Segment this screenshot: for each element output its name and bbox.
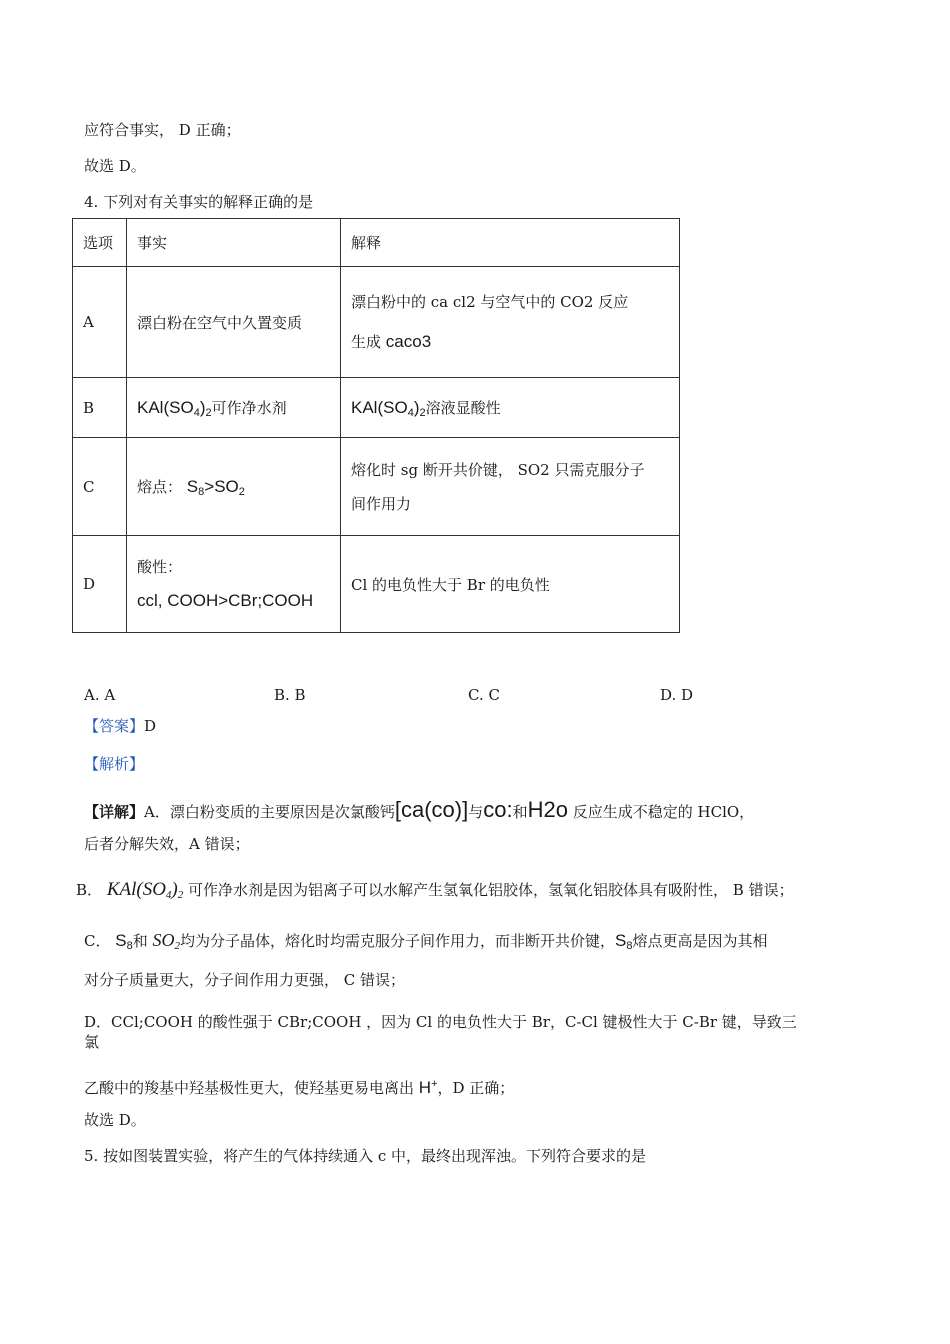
detail-d-line2: 乙酸中的羧基中羟基极性更大，使羟基更易电离出 H+，D 正确； xyxy=(84,1078,515,1097)
row-b-fact xyxy=(127,378,341,438)
answer-line xyxy=(84,716,156,736)
row-d-option: D xyxy=(73,536,127,633)
detail-c-s8: $S_8$ xyxy=(115,931,133,952)
header-explain: 解释 xyxy=(341,219,680,267)
intro-line-1: 应符合事实， D 正确； xyxy=(84,121,241,139)
row-d-explain: Cl 的电负性大于 Br 的电负性 xyxy=(341,536,680,633)
detail-label: 【详解】 xyxy=(84,803,145,821)
detail-d-hplus: H+ xyxy=(418,1078,438,1097)
row-c-explain-line1: 熔化时 sg 断开共价键， SO2 只需克服分子 xyxy=(351,460,645,479)
detail-c-line1: C． $S_8$和 $SO_2$均为分子晶体，熔化时均需克服分子间作用力，而非断开共价键，$S_8$熔点更高是因为其相 xyxy=(84,930,768,952)
detail-a-line1: 【详解】A．漂白粉变质的主要原因是次氯酸钙[ca(co)]与co:和H2o 反应生成不稳定的 HClO， xyxy=(84,797,755,822)
row-b-explain-text: 溶液显酸性 xyxy=(425,398,501,417)
table-row xyxy=(73,378,680,438)
row-a-fact: 漂白粉在空气中久置变质 xyxy=(127,267,341,378)
row-c-explain-line2: 间作用力 xyxy=(351,494,412,513)
row-b-option: B xyxy=(73,378,127,438)
row-a-explain-line1: 漂白粉中的 ca cl2 与空气中的 CO2 反应 xyxy=(351,293,629,311)
row-c-explain xyxy=(341,438,680,536)
row-b-explain xyxy=(341,378,680,438)
table-row xyxy=(73,438,680,536)
detail-d-line1b: 氯 xyxy=(84,1033,100,1051)
row-b-fact-formula: $KAl(SO_4)_2$ xyxy=(137,397,212,419)
detail-a-line2: 后者分解失效，A 错误； xyxy=(84,835,250,853)
analysis-label: 【解析】 xyxy=(84,755,145,773)
question-4-stem: 4. 下列对有关事实的解释正确的是 xyxy=(84,193,314,211)
row-a-explain xyxy=(341,267,680,378)
answer-label: 【答案】 xyxy=(84,717,145,735)
row-b-explain-formula: $KAl(SO_4)_2$ xyxy=(351,397,426,419)
row-a-option: A xyxy=(73,267,127,378)
row-b-fact-text: 可作净水剂 xyxy=(211,398,287,417)
detail-a-formula3: H2o xyxy=(527,797,568,822)
row-a-explain-formula: caco3 xyxy=(385,332,432,351)
row-a-explain-prefix: 生成 xyxy=(351,333,386,351)
detail-c-line2: 对分子质量更大，分子间作用力更强， C 错误； xyxy=(84,971,406,989)
detail-d-line1: D．CCl;COOH 的酸性强于 CBr;COOH ，因为 Cl 的电负性大于 Br，C-Cl 键极性大于 C-Br 键，导致三 xyxy=(84,1013,797,1031)
detail-b-formula: $KAl(SO_4)_2$ xyxy=(106,879,184,901)
table-row xyxy=(73,267,680,378)
row-c-fact xyxy=(127,438,341,536)
detail-a-formula1: [ca(co)] xyxy=(394,797,469,822)
detail-a-formula2: co: xyxy=(483,797,513,822)
detail-b-line: B． $KAl(SO_4)_2$ 可作净水剂是因为铝离子可以水解产生氢氧化铝胶体，氢氧化铝胶体具有吸附性， B 错误； xyxy=(76,879,794,901)
choice-a: A. A xyxy=(84,686,116,704)
choice-b: B. B xyxy=(274,686,306,704)
choice-d: D. D xyxy=(660,686,694,704)
detail-final: 故选 D。 xyxy=(84,1111,146,1129)
row-d-fact xyxy=(127,536,341,633)
question-4-table xyxy=(72,218,680,633)
row-c-fact-prefix: 熔点： xyxy=(137,477,183,496)
choice-c: C. C xyxy=(468,686,500,704)
question-5-stem: 5. 按如图装置实验，将产生的气体持续通入 c 中，最终出现浑浊。下列符合要求的是 xyxy=(84,1147,647,1165)
table-header-row xyxy=(73,219,680,267)
row-d-fact-line1: 酸性： xyxy=(137,558,183,576)
row-d-fact-line2: ccl, COOH>CBr;COOH xyxy=(137,591,314,610)
header-option: 选项 xyxy=(73,219,127,267)
header-fact: 事实 xyxy=(127,219,341,267)
row-c-option: C xyxy=(73,438,127,536)
intro-line-2: 故选 D。 xyxy=(84,157,146,175)
detail-c-s8b: $S_8$ xyxy=(615,931,633,952)
row-c-fact-formula: $S_8>SO_2$ xyxy=(186,476,245,498)
answer-value: D xyxy=(144,717,157,735)
detail-c-so2: $SO_2$ xyxy=(152,930,181,952)
table-row xyxy=(73,536,680,633)
